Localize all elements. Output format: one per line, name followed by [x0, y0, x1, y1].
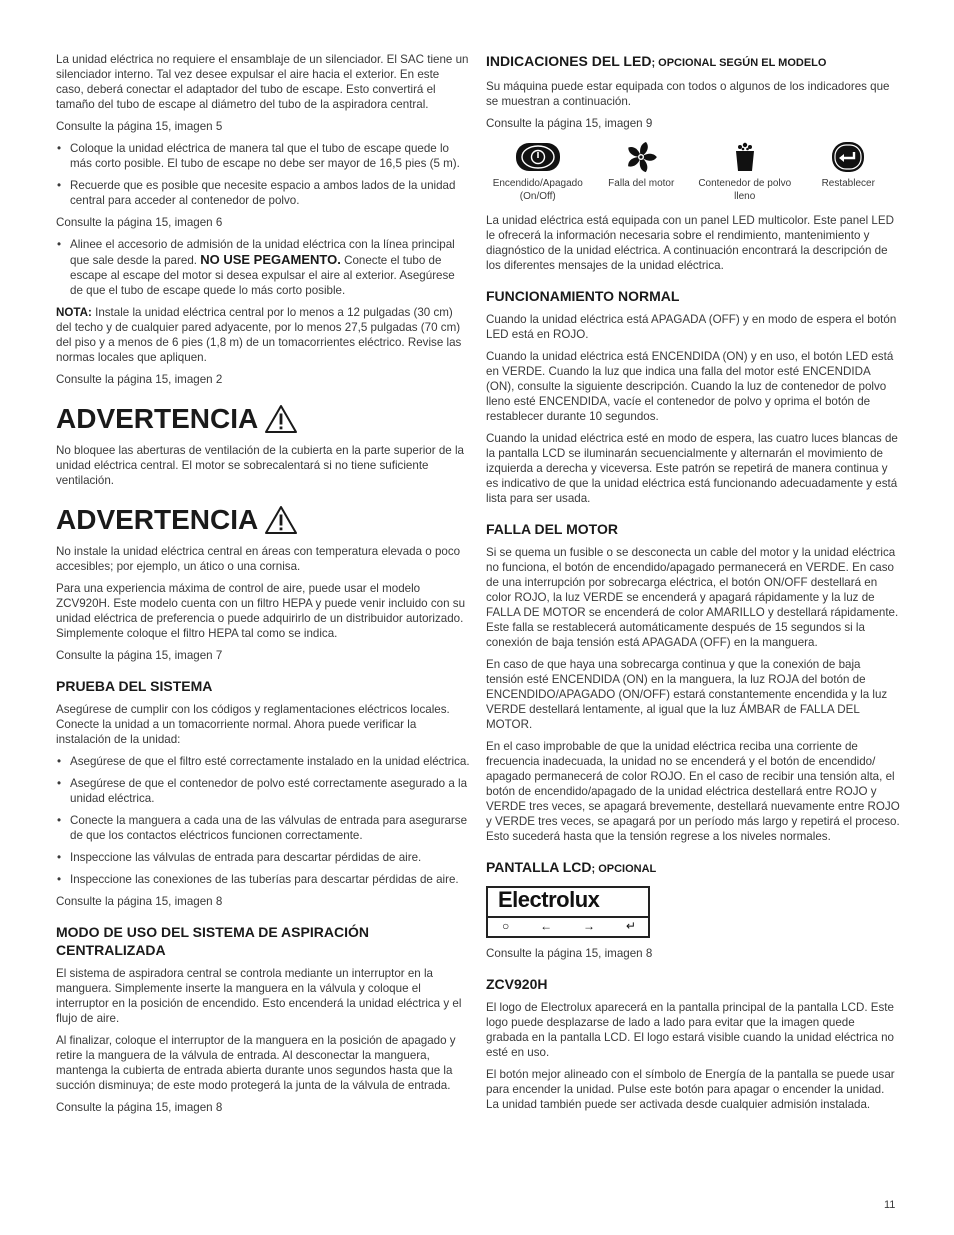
power-icon: ○ — [502, 919, 510, 933]
nota-paragraph — [56, 305, 470, 365]
reference-imagen-8: Consulte la página 15, imagen 8 — [56, 895, 223, 908]
led-indicator-motor — [590, 141, 694, 203]
paragraph-falla-3: En el caso improbable de que la unidad eléctrica reciba una corriente de frecuencia inadecuada, la unidad no se encenderá y el botón de encendido/ apagado permanecerá de color ROJO. En el caso de recibir una tensión alta, el botón de encendido/apagado de la unidad eléctrica destellará entre ROJO y VERDE tres veces, se apagará brevemente, destellará nuevamente entre ROJO y VERDE tres veces, se apagará por un período más largo y repetirá el proceso. Esto sucederá hasta que la tensión regrese a los niveles normales. — [486, 740, 900, 843]
paragraph-normal-2: Cuando la unidad eléctrica está ENCENDIDA (ON) y en uso, el botón LED está en VERDE. Cuando la luz que indica una falla del motor esté ENCENDIDA (ON), consulte la siguiente descripción. Cuando la luz de contenedor de polvo lleno esté ENCENDIDA, vacíe el contenedor de polvo y oprima el botón de restablecer durante 10 segundos. — [486, 350, 894, 423]
paragraph-silenciador: La unidad eléctrica no requiere el ensamblaje de un silenciador. El SAC tiene un silenciador interno. Tal vez desee expulsar el aire hacia el exterior. En este caso, deberá conectar el adaptador del tubo de escape. Esto convertirá el tamaño del tubo de escape al diámetro del tubo de la aspiradora central. — [56, 53, 469, 111]
nota-text: Instale la unidad eléctrica central por lo menos a 12 pulgadas (30 cm) del techo y de cualquier pared adyacente, por lo menos 27,5 pulgadas (70 cm) del piso y a menos de 6 pies (1,8 m) de un tomacorrientes eléctrico. Revise las normas locales que apliquen. — [56, 306, 462, 364]
paragraph-prueba: Asegúrese de cumplir con los códigos y reglamentaciones eléctricos locales. Conecte la unidad a un tomacorriente normal. Ahora puede verificar la instalación de la unidad: — [56, 703, 450, 746]
paragraph-normal-1: Cuando la unidad eléctrica está APAGADA (OFF) y en modo de espera el botón LED está en ROJO. — [486, 313, 897, 341]
paragraph-zcv-1: El logo de Electrolux aparecerá en la pantalla principal de la pantalla LCD. Este logo puede desplazarse de lado a lado para evitar que la imagen quede grabada en la pantalla LCD. El logo estará visible cuando la unidad eléctrica no esté en uso. — [486, 1001, 894, 1059]
heading-suffix: ; OPCIONAL SEGÚN EL MODELO — [651, 57, 827, 69]
heading-pantalla-lcd — [486, 858, 900, 878]
reference-imagen-8c: Consulte la página 15, imagen 8 — [486, 947, 653, 960]
heading-falla-del-motor: FALLA DEL MOTOR — [486, 521, 618, 537]
reference-imagen-5: Consulte la página 15, imagen 5 — [56, 120, 223, 133]
heading-text: PANTALLA LCD — [486, 859, 592, 875]
reference-imagen-6: Consulte la página 15, imagen 6 — [56, 216, 223, 229]
paragraph-hepa: Para una experiencia máxima de control de aire, puede usar el modelo ZCV920H. Este modelo cuenta con un filtro HEPA y puede venir incluido con su unidad eléctrica de preferencia o puede adquirirlo de un distribuidor autorizado. Simplemente coloque el filtro HEPA tal como se indica. — [56, 582, 466, 640]
led-indicators — [486, 141, 900, 203]
lcd-button-symbols — [502, 920, 636, 932]
list-item: • Asegúrese de que el contenedor de polvo esté correctamente asegurado a la unidad eléctrica. — [56, 776, 470, 806]
warning-triangle-icon — [264, 505, 298, 535]
heading-text: INDICACIONES DEL LED — [486, 53, 652, 69]
reference-imagen-2: Consulte la página 15, imagen 2 — [56, 373, 223, 386]
heading-zcv920h: ZCV920H — [486, 976, 548, 992]
paragraph-normal-3: Cuando la unidad eléctrica esté en modo de espera, las cuatro luces blancas de la pantalla LCD se iluminarán secuencialmente y alternarán el movimiento de izquierda a derecha y viceversa. Este patrón se repetirá de manera continua y es indicativo de que la unidad eléctrica está funcionando adecuadamente y está lista para ser usada. — [486, 432, 898, 505]
heading-indicaciones-led — [486, 52, 900, 72]
led-indicator-power — [486, 141, 590, 203]
bullet-list-admision — [56, 237, 470, 298]
page-number: 11 — [884, 1199, 896, 1211]
heading-modo-de-uso: MODO DE USO DEL SISTEMA DE ASPIRACIÓN CENTRALIZADA — [56, 924, 369, 958]
reference-imagen-8b: Consulte la página 15, imagen 8 — [56, 1101, 223, 1114]
bullet-list-prueba — [56, 754, 470, 887]
heading-suffix: ; OPCIONAL — [591, 863, 657, 875]
lcd-display — [486, 886, 650, 938]
reference-imagen-7: Consulte la página 15, imagen 7 — [56, 649, 223, 662]
paragraph-modo-2: Al finalizar, coloque el interruptor de la manguera en la posición de apagado y retire la manguera de la válvula de entrada. Al desconectar la manguera, mantenga la cubierta de entrada abierta durante unos segundos hasta que la succión disminuya; de este modo protegerá la junta de la válvula de entrada. — [56, 1034, 456, 1092]
led-label: Encendido/Apagado (On/Off) — [492, 178, 583, 202]
warning-text-1: No bloquee las aberturas de ventilación de la cubierta en la parte superior de la unidad eléctrica central. El motor se sobrecalentará si no tiene suficiente ventilación. — [56, 444, 464, 487]
bullet-list-escape — [56, 141, 470, 208]
reset-icon — [830, 141, 866, 173]
list-item: • Inspeccione las conexiones de las tuberías para descartar pérdidas de aire. — [56, 872, 470, 887]
right-column — [486, 52, 900, 1119]
warning-title: ADVERTENCIA — [56, 504, 259, 535]
heading-funcionamiento-normal: FUNCIONAMIENTO NORMAL — [486, 288, 680, 304]
nota-label: NOTA: — [56, 306, 92, 319]
electrolux-logo: Electrolux — [498, 887, 600, 912]
no-pegamento-warning: NO USE PEGAMENTO. — [200, 252, 341, 267]
list-item: • Recuerde que es posible que necesite espacio a ambos lados de la unidad central para acceder al contenedor de polvo. — [56, 178, 470, 208]
lcd-divider — [488, 916, 648, 918]
warning-heading-1 — [56, 403, 470, 435]
heading-prueba-del-sistema: PRUEBA DEL SISTEMA — [56, 678, 213, 694]
enter-icon: ↵ — [625, 919, 636, 933]
paragraph-panel-led: La unidad eléctrica está equipada con un panel LED multicolor. Este panel LED le ofrecerá la información necesaria sobre el rendimiento, mantenimiento y diagnóstico de la unidad eléctrica. A continuación encontrará la descripción de los diferentes mensajes de la unidad eléctrica. — [486, 214, 894, 272]
left-column — [56, 52, 470, 1122]
paragraph-falla-2: En caso de que haya una sobrecarga continua y que la conexión de baja tensión esté ENCENDIDA (ON) en la manguera, la luz ROJA del botón de ENCENDIDO/APAGADO (ON/OFF) estará constantemente encendida y la luz VERDE destellará lentamente, al igual que la luz ÁMBAR de FALLA DEL MOTOR. — [486, 658, 888, 731]
paragraph-falla-1: Si se quema un fusible o se desconecta un cable del motor y la unidad eléctrica no funciona, el botón de encendido/apagado permanecerá en VERDE. En caso de una interrupción por sobrecarga eléctrica, el botón ON/OFF destellará en color ROJO, la luz VERDE se encenderá y apagará rápidamente y la luz de FALLA DE MOTOR se encenderá de color AMARILLO y destellará rápidamente. Este falla se restablecerá automáticamente después de 15 segundos si la conexión de baja tensión está APAGADA (OFF) en la manguera. — [486, 546, 899, 649]
paragraph-led: Su máquina puede estar equipada con todos o algunos de los indicadores que se muestran a continuación. — [486, 80, 890, 108]
arrow-right-icon: → — [583, 919, 596, 933]
warning-title: ADVERTENCIA — [56, 403, 259, 434]
paragraph-zcv-2: El botón mejor alineado con el símbolo de Energía de la pantalla se puede usar para encender la unidad. Pulse este botón para apagar o encender la unidad. La unidad también puede ser activada desde cualquier admisión instalada. — [486, 1068, 895, 1111]
list-item: • Coloque la unidad eléctrica de manera tal que el tubo de escape quede lo más corto posible. El tubo de escape no debe ser mayor de 16,5 pies (5 m). — [56, 141, 470, 171]
led-indicator-reset — [797, 141, 901, 203]
warning-heading-2 — [56, 504, 470, 536]
led-label: Falla del motor — [608, 178, 675, 189]
warning-triangle-icon — [264, 404, 298, 434]
fan-icon — [624, 141, 658, 173]
dust-container-icon — [730, 141, 760, 173]
paragraph-modo-1: El sistema de aspiradora central se controla mediante un interruptor en la manguera. Simplemente inserte la manguera en la válvula y coloque el interruptor en la posición de encendido. Esto encenderá la unidad eléctrica y el flujo de aire. — [56, 967, 462, 1025]
list-item: • Conecte la manguera a cada una de las válvulas de entrada para asegurarse de que los contactos eléctricos funcionen correctamente. — [56, 813, 470, 843]
led-indicator-dust-container — [693, 141, 797, 203]
bullet-text: Alinee el accesorio de admisión de la unidad eléctrica con la línea principal que sale desde la pared. — [70, 238, 455, 267]
reference-imagen-9: Consulte la página 15, imagen 9 — [486, 117, 653, 130]
arrow-left-icon: ← — [540, 919, 553, 933]
list-item: • Inspeccione las válvulas de entrada para descartar pérdidas de aire. — [56, 850, 470, 865]
list-item — [56, 237, 470, 298]
bullet-text: Conecte el tubo de escape al escape del motor si desea expulsar el aire al exterior. Asegúrese de que el tubo de escape quede lo más corto posible. — [70, 254, 455, 297]
warning-text-2: No instale la unidad eléctrica central en áreas con temperatura elevada o poco accesibles; por ejemplo, un ático o una cornisa. — [56, 545, 461, 573]
led-label: Restablecer — [821, 178, 875, 189]
power-icon — [514, 141, 562, 173]
list-item: • Asegúrese de que el filtro esté correctamente instalado en la unidad eléctrica. — [56, 754, 470, 769]
led-label: Contenedor de polvo lleno — [698, 178, 792, 202]
